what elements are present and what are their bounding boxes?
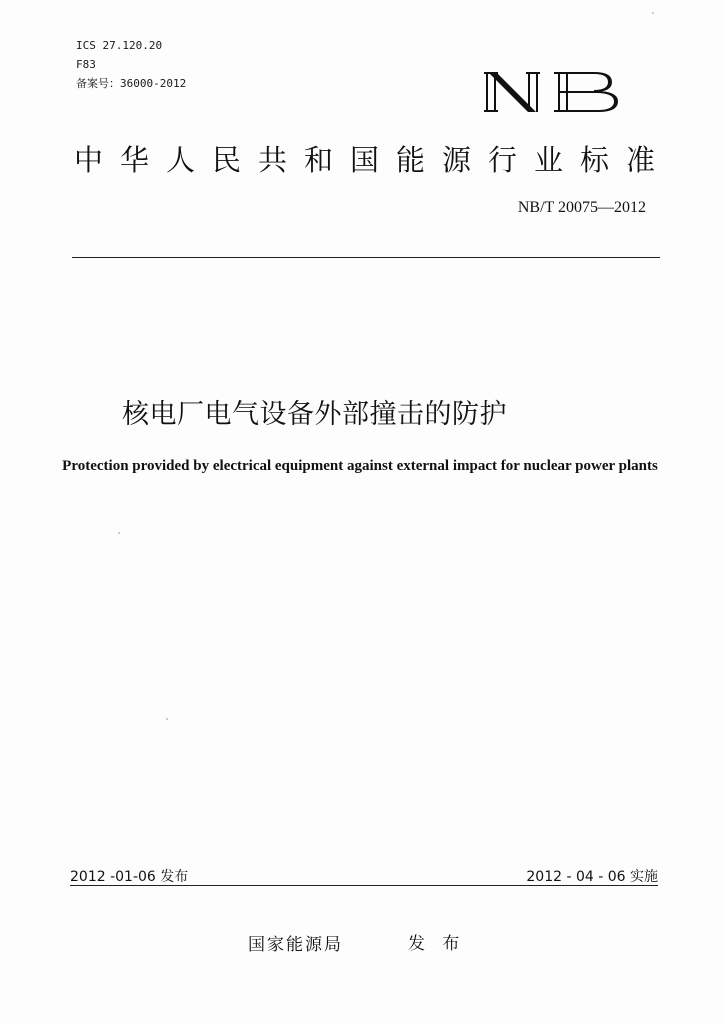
scan-speck	[166, 718, 168, 720]
scan-speck	[118, 532, 120, 534]
nb-logo	[484, 62, 624, 122]
issue-action: 发 布	[408, 934, 466, 954]
logo-letter-n	[484, 72, 540, 112]
ccs-code: F83	[76, 58, 96, 71]
top-divider	[72, 257, 660, 258]
issuing-authority: 国家能源局	[248, 935, 343, 955]
scan-speck	[652, 12, 654, 14]
ics-code: ICS 27.120.20	[76, 39, 163, 52]
date-row	[70, 866, 658, 886]
record-number: 备案号：36000-2012	[76, 77, 187, 90]
implementation-date: 2012 - 04 - 06 实施	[526, 869, 658, 885]
bottom-divider	[70, 885, 658, 886]
title-english: Protection provided by electrical equipment against external impact for nuclear power plants	[62, 458, 658, 474]
standard-classification: 中华人民共和国能源行业标准	[74, 143, 673, 177]
logo-letter-b	[554, 72, 618, 112]
title-chinese: 核电厂电气设备外部撞击的防护	[122, 399, 507, 430]
standard-number: NB/T 20075—2012	[517, 199, 646, 216]
document-metadata	[76, 36, 186, 93]
release-date: 2012 -01-06 发布	[70, 869, 189, 885]
